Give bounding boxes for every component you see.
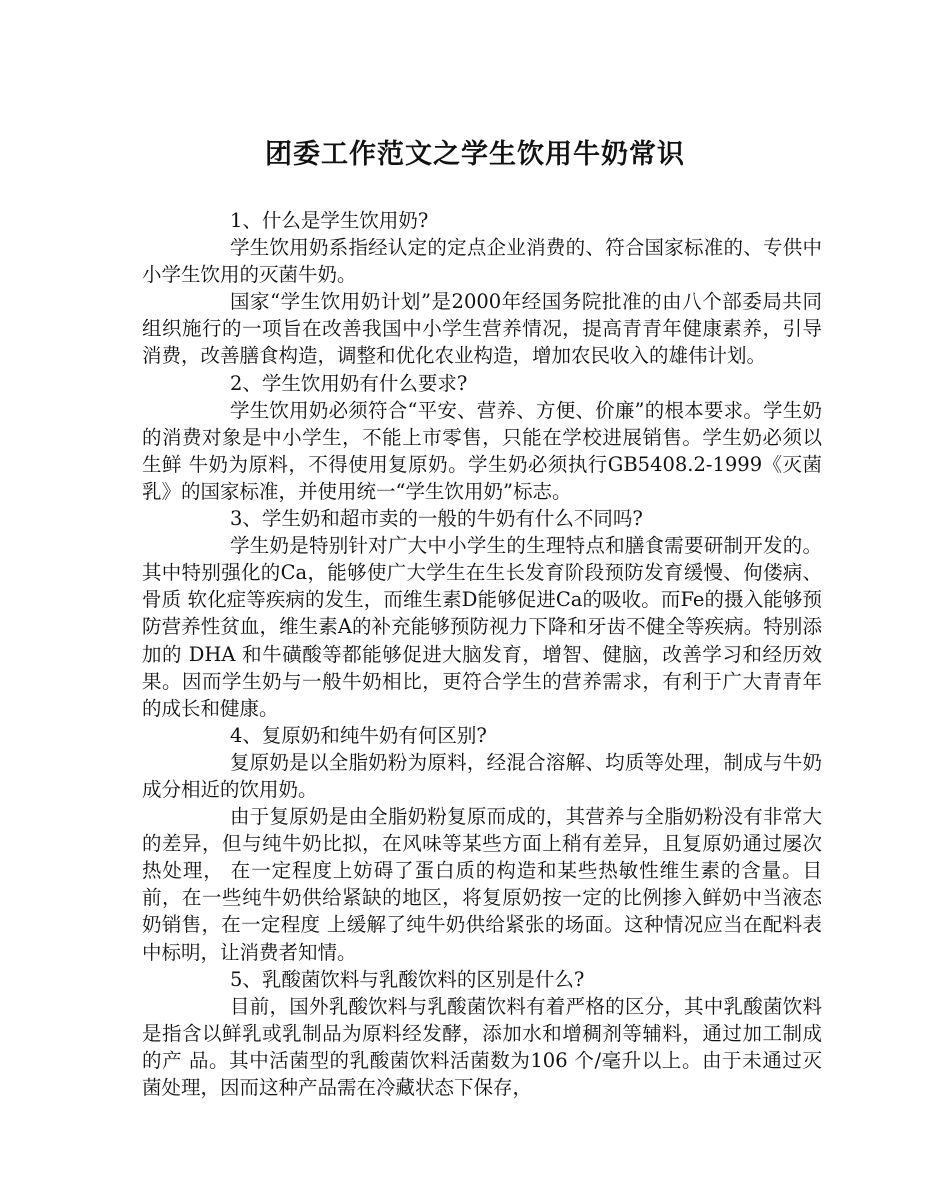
paragraph: 学生奶是特别针对广大中小学生的生理特点和膳食需要研制开发的。其中特别强化的Ca，能够使广大学生在生长发育阶段预防发育缓慢、佝偻病、骨质 软化症等疾病的发生，而维生素D能够促进Ca的吸收。而Fe的摄入能够预防营养性贫血，维生素A的补充能够预防视力下降和牙齿不健全等疾病。特别添加的 DHA 和牛磺酸等都能够促进大脑发育，增智、健脑，改善学习和经历效果。因而学生奶与一般牛奶相比，更符合学生的营养需求，有利于广大青青年的成长和健康。 (142, 534, 822, 720)
section-heading-3: 3、学生奶和超市卖的一般的牛奶有什么不同吗? (230, 507, 643, 531)
paragraph: 学生饮用奶系指经认定的定点企业消费的、符合国家标准的、专供中小学生饮用的灭菌牛奶。 (142, 236, 822, 287)
paragraph: 国家“学生饮用奶计划”是2000年经国务院批准的由八个部委局共同组织施行的一项旨在改善我国中小学生营养情况，提高青青年健康素养，引导消费，改善膳食构造，调整和优化农业构造，增加农民收入的雄伟计划。 (142, 290, 822, 368)
section-heading-2: 2、学生饮用奶有什么要求? (230, 371, 468, 395)
paragraph: 复原奶是以全脂奶粉为原料，经混合溶解、均质等处理，制成与牛奶成分相近的饮用奶。 (142, 750, 822, 801)
paragraph: 目前，国外乳酸饮料与乳酸菌饮料有着严格的区分，其中乳酸菌饮料是指含以鲜乳或乳制品为原料经发酵，添加水和增稠剂等辅料，通过加工制成的产 品。其中活菌型的乳酸菌饮料活菌数为106 个/毫升以上。由于未通过灭菌处理，因而这种产品需在冷藏状态下保存， (142, 994, 822, 1099)
document-title: 团委工作范文之学生饮用牛奶常识 (265, 139, 685, 170)
section-heading-4: 4、复原奶和纯牛奶有何区别? (230, 723, 487, 747)
section-heading-5: 5、乳酸菌饮料与乳酸饮料的区别是什么? (230, 967, 585, 991)
document-body (142, 207, 822, 1101)
paragraph: 学生饮用奶必须符合“平安、营养、方便、价廉”的根本要求。学生奶的消费对象是中小学生，不能上市零售，只能在学校进展销售。学生奶必须以生鲜 牛奶为原料，不得使用复原奶。学生奶必须执行GB5408.2-1999《灭菌乳》的国家标准，并使用统一“学生饮用奶”标志。 (142, 398, 822, 503)
section-heading-1: 1、什么是学生饮用奶? (230, 209, 429, 232)
paragraph: 由于复原奶是由全脂奶粉复原而成的，其营养与全脂奶粉没有非常大的差异，但与纯牛奶比拟，在风味等某些方面上稍有差异，且复原奶通过屡次热处理， 在一定程度上妨碍了蛋白质的构造和某些热敏性维生素的含量。目前，在一些纯牛奶供给紧缺的地区，将复原奶按一定的比例掺入鲜奶中当液态奶销售，在一定程度 上缓解了纯牛奶供给紧张的场面。这种情况应当在配料表中标明，让消费者知情。 (142, 805, 822, 964)
